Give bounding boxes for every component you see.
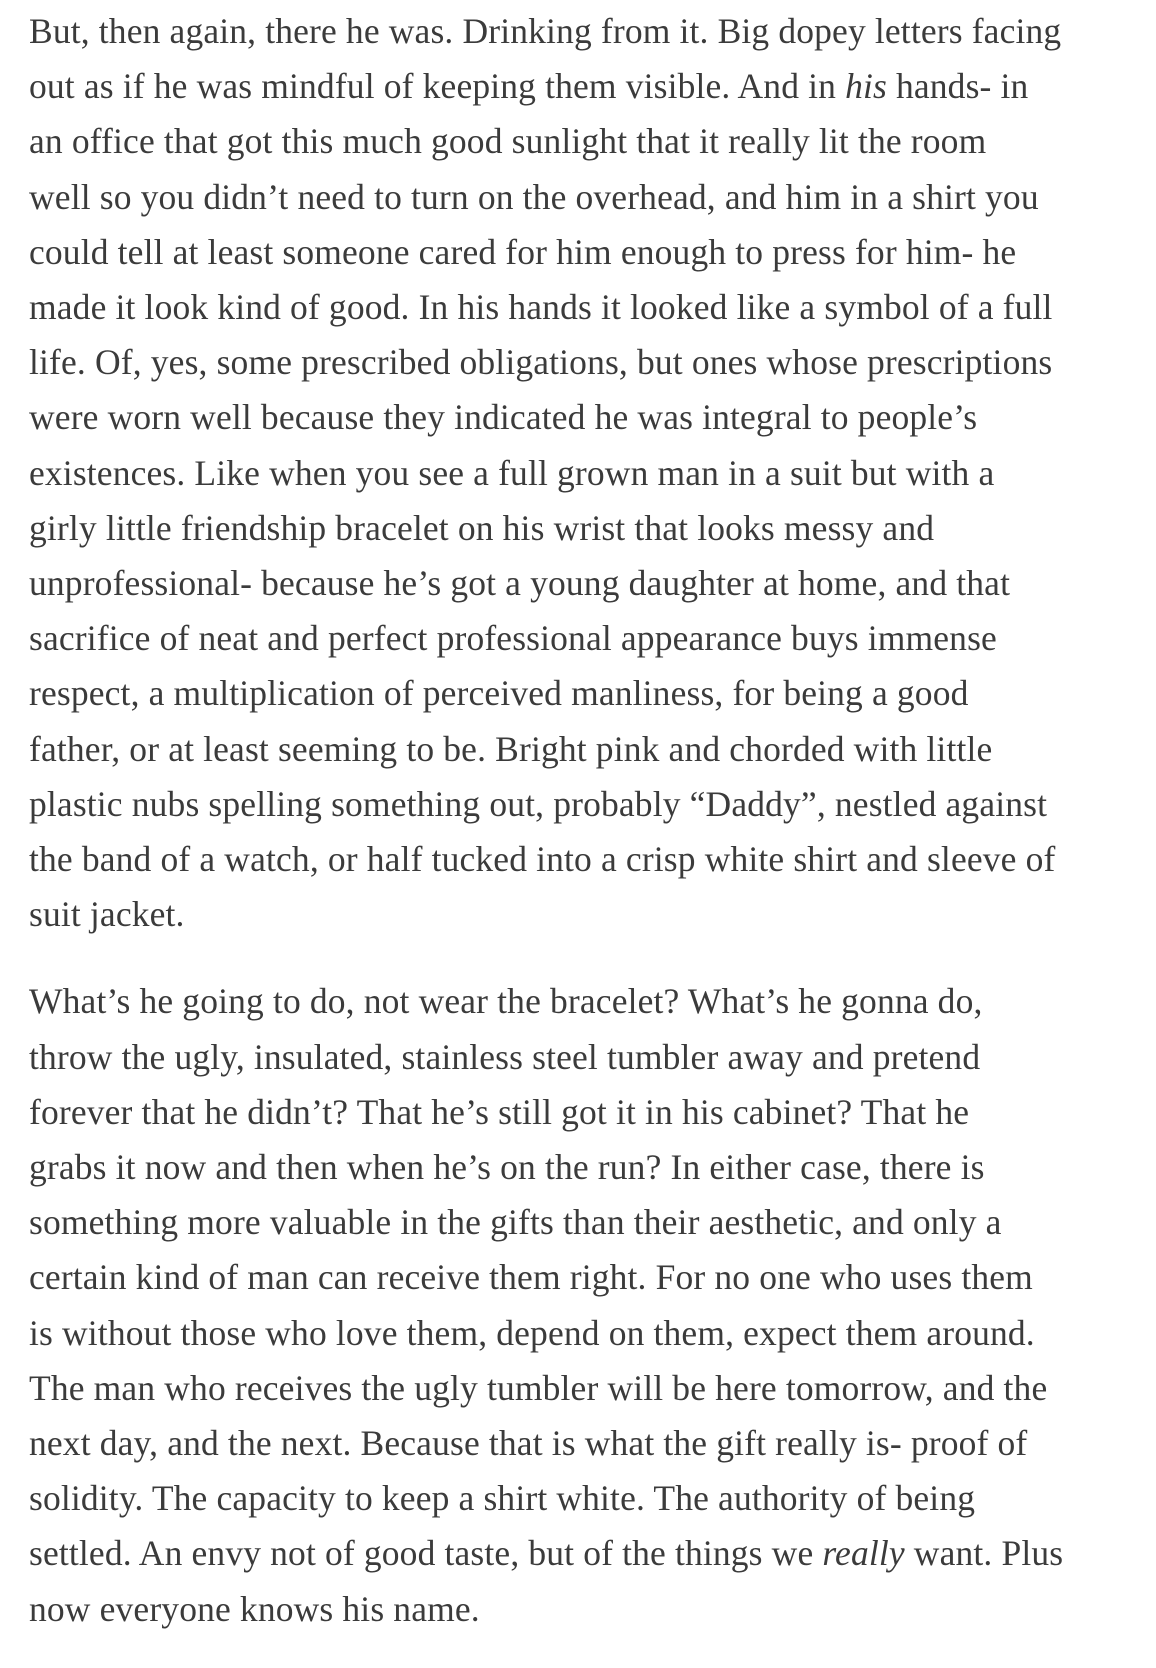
text-line bbox=[29, 1030, 1139, 1085]
text-segment: want. Plus bbox=[904, 1533, 1064, 1574]
text-segment: grabs it now and then when he’s on the run? In either case, there is bbox=[29, 1147, 985, 1188]
text-segment: hands- in bbox=[886, 66, 1029, 107]
text-line bbox=[29, 170, 1139, 225]
text-line bbox=[29, 225, 1139, 280]
text-segment: father, or at least seeming to be. Bright pink and chorded with little bbox=[29, 728, 993, 769]
text-segment: next day, and the next. Because that is what the gift really is- proof of bbox=[29, 1423, 1028, 1464]
text-line bbox=[29, 722, 1139, 777]
text-line bbox=[29, 1416, 1139, 1471]
text-segment: existences. Like when you see a full grown man in a suit but with a bbox=[29, 452, 995, 493]
text-line bbox=[29, 1361, 1139, 1416]
paragraph bbox=[29, 974, 1139, 1636]
text-segment: throw the ugly, insulated, stainless steel tumbler away and pretend bbox=[29, 1036, 981, 1077]
text-segment: the band of a watch, or half tucked into a crisp white shirt and sleeve of bbox=[29, 839, 1056, 880]
text-segment: were worn well because they indicated he was integral to people’s bbox=[29, 397, 978, 438]
text-segment: something more valuable in the gifts than their aesthetic, and only a bbox=[29, 1202, 1002, 1243]
text-line bbox=[29, 1195, 1139, 1250]
text-line bbox=[29, 1250, 1139, 1305]
text-segment: suit jacket. bbox=[29, 894, 185, 935]
text-segment: sacrifice of neat and perfect professional appearance buys immense bbox=[29, 618, 997, 659]
text-segment: certain kind of man can receive them right. For no one who uses them bbox=[29, 1257, 1033, 1298]
emphasized-text: his bbox=[845, 66, 887, 107]
text-line bbox=[29, 1140, 1139, 1195]
text-line bbox=[29, 1582, 1139, 1637]
text-line bbox=[29, 335, 1139, 390]
text-segment: unprofessional- because he’s got a young daughter at home, and that bbox=[29, 563, 1011, 604]
text-segment: made it look kind of good. In his hands it looked like a symbol of a full bbox=[29, 287, 1053, 328]
text-line bbox=[29, 4, 1139, 59]
article-body bbox=[29, 4, 1139, 1637]
text-segment: girly little friendship bracelet on his wrist that looks messy and bbox=[29, 507, 935, 548]
text-segment: life. Of, yes, some prescribed obligations, but ones whose prescriptions bbox=[29, 342, 1053, 383]
text-segment: out as if he was mindful of keeping them visible. And in bbox=[29, 66, 846, 107]
text-line bbox=[29, 887, 1139, 942]
text-line bbox=[29, 1471, 1139, 1526]
text-segment: now everyone knows his name. bbox=[29, 1588, 480, 1629]
text-line bbox=[29, 556, 1139, 611]
text-segment: forever that he didn’t? That he’s still got it in his cabinet? That he bbox=[29, 1091, 970, 1132]
emphasized-text: really bbox=[822, 1533, 905, 1574]
paragraph bbox=[29, 4, 1139, 942]
text-segment: The man who receives the ugly tumbler will be here tomorrow, and the bbox=[29, 1367, 1048, 1408]
text-line bbox=[29, 501, 1139, 556]
text-line bbox=[29, 974, 1139, 1029]
text-line bbox=[29, 446, 1139, 501]
text-segment: could tell at least someone cared for him enough to press for him- he bbox=[29, 231, 1017, 272]
text-segment: solidity. The capacity to keep a shirt white. The authority of being bbox=[29, 1478, 976, 1519]
text-segment: well so you didn’t need to turn on the overhead, and him in a shirt you bbox=[29, 176, 1039, 217]
text-line bbox=[29, 1526, 1139, 1581]
text-segment: What’s he going to do, not wear the bracelet? What’s he gonna do, bbox=[29, 981, 983, 1022]
text-line bbox=[29, 777, 1139, 832]
text-segment: But, then again, there he was. Drinking from it. Big dopey letters facing bbox=[29, 11, 1062, 51]
text-line bbox=[29, 59, 1139, 114]
text-segment: respect, a multiplication of perceived manliness, for being a good bbox=[29, 673, 969, 714]
text-line bbox=[29, 114, 1139, 169]
text-line bbox=[29, 280, 1139, 335]
text-line bbox=[29, 1306, 1139, 1361]
text-line bbox=[29, 1085, 1139, 1140]
text-line bbox=[29, 832, 1139, 887]
text-line bbox=[29, 666, 1139, 721]
text-line bbox=[29, 611, 1139, 666]
text-segment: settled. An envy not of good taste, but of the things we bbox=[29, 1533, 823, 1574]
text-segment: plastic nubs spelling something out, probably “Daddy”, nestled against bbox=[29, 783, 1048, 824]
text-line bbox=[29, 390, 1139, 445]
text-segment: is without those who love them, depend on them, expect them around. bbox=[29, 1312, 1035, 1353]
text-segment: an office that got this much good sunlight that it really lit the room bbox=[29, 121, 987, 162]
